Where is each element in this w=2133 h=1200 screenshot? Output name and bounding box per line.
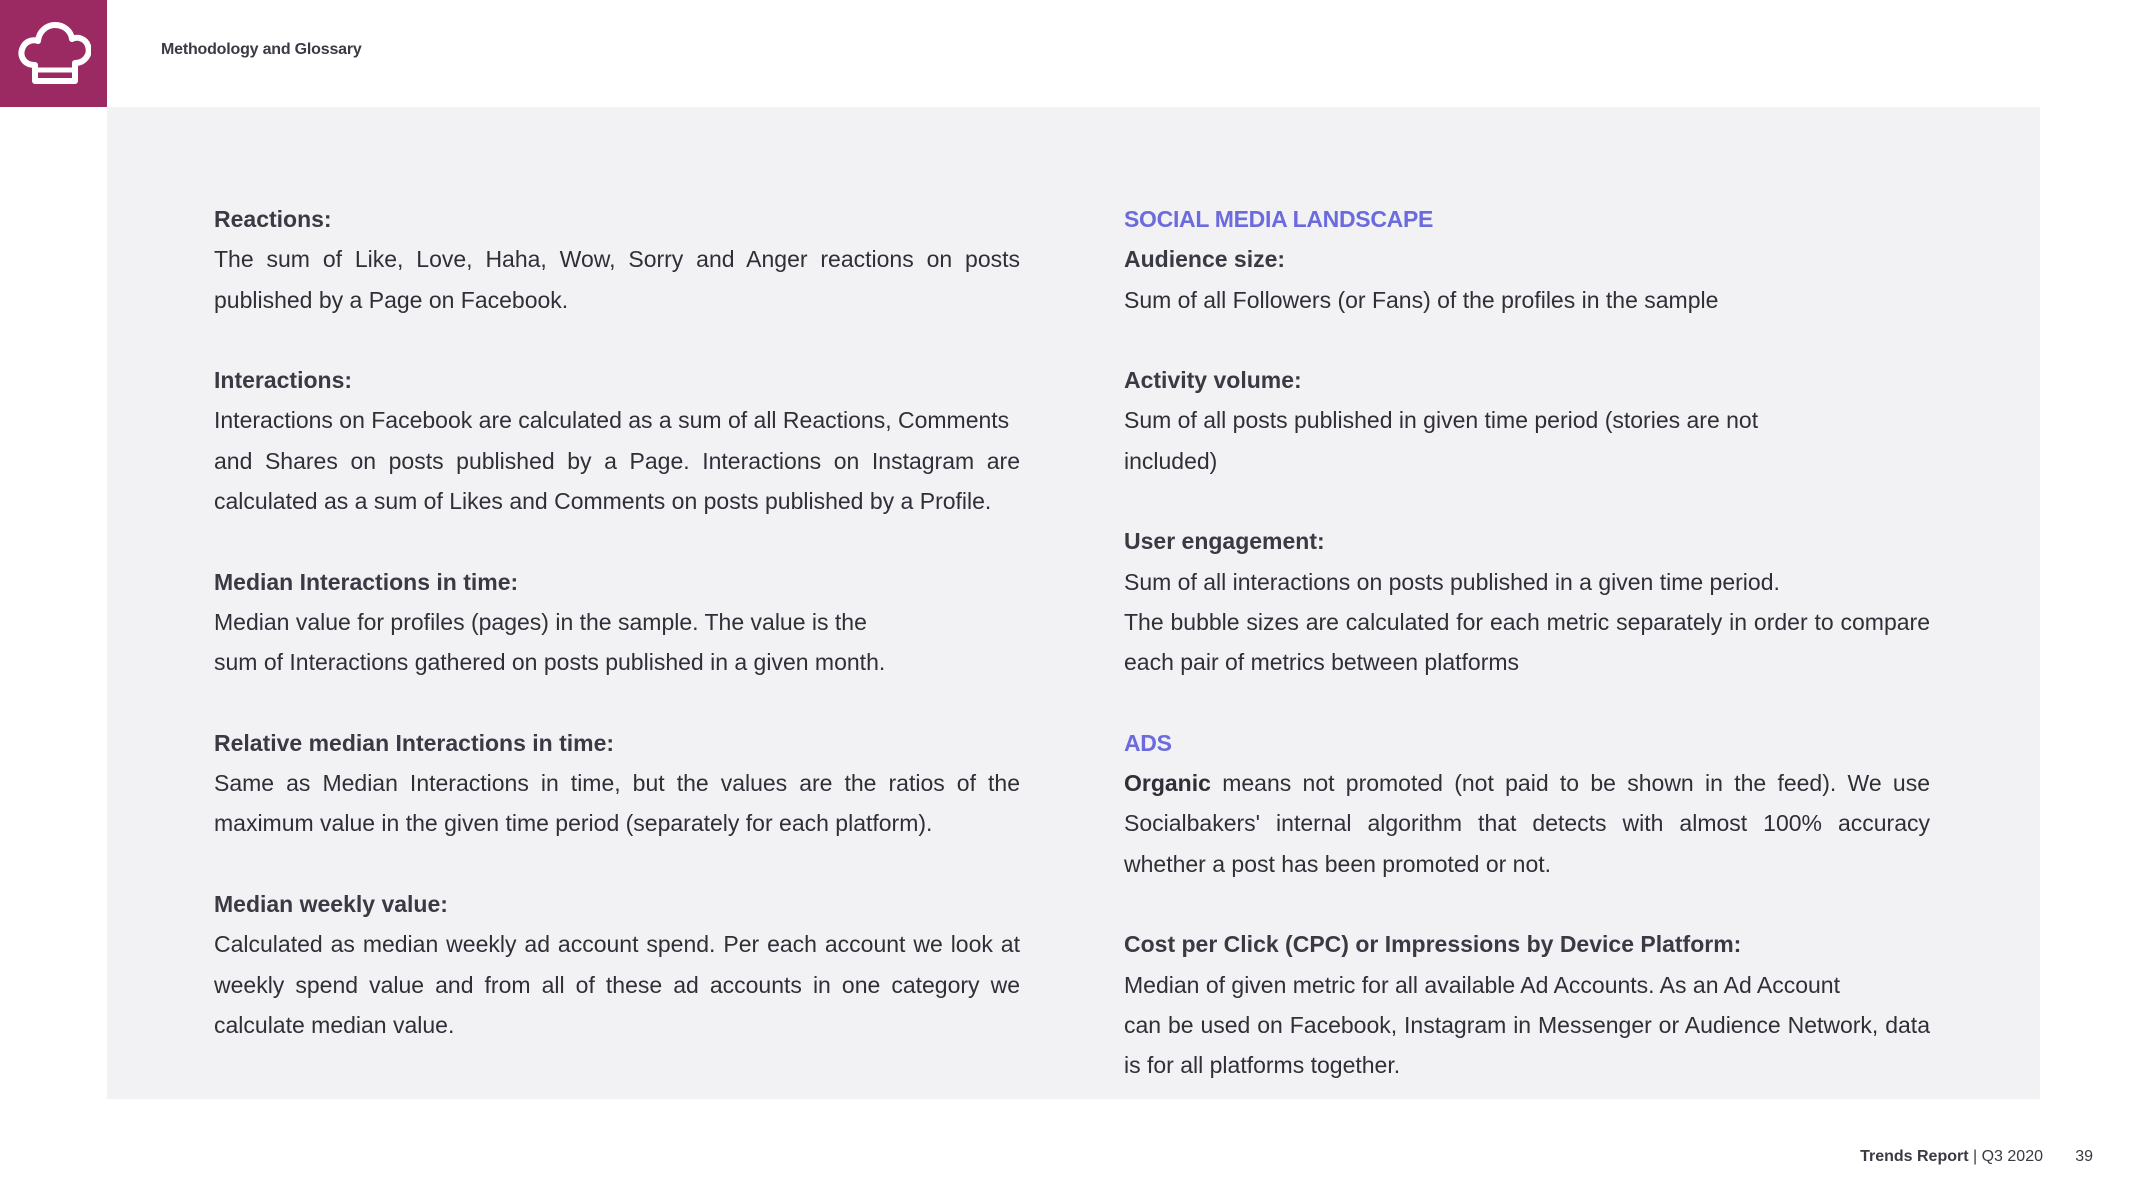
page-title: Methodology and Glossary	[161, 41, 362, 58]
report-period: | Q3 2020	[1968, 1148, 2043, 1165]
footer	[0, 1148, 2133, 1172]
left-column	[214, 199, 1020, 1045]
term-audience-size: Audience size:	[1124, 246, 1286, 273]
term-organic: Organic	[1124, 770, 1211, 797]
report-label	[1860, 1148, 2043, 1166]
definition-activity-line1: Sum of all posts published in given time period (stories are not	[1124, 407, 1759, 434]
definition-audience-size: Sum of all Followers (or Fans) of the profiles in the sample	[1124, 286, 1719, 313]
term-cpc: Cost per Click (CPC) or Impressions by Device Platform:	[1124, 931, 1742, 958]
definition-organic-text: means not promoted (not paid to be shown in the feed). We use Socialbakers' internal algorithm that detects with almost 100% accuracy whether a post has been promoted or not.	[1124, 770, 1930, 877]
definition-cpc-line1: Median of given metric for all available Ad Accounts. As an Ad Account	[1124, 971, 1840, 998]
term-activity-volume: Activity volume:	[1124, 367, 1302, 394]
definition-engagement-line2: The bubble sizes are calculated for each metric separately in order to compare each pair of metrics between platforms	[1124, 608, 1930, 676]
term-user-engagement: User engagement:	[1124, 528, 1325, 555]
glossary-panel	[107, 107, 2040, 1099]
definition-engagement-line1: Sum of all interactions on posts published in a given time period.	[1124, 568, 1780, 595]
term-reactions: Reactions:	[214, 206, 332, 232]
brand-logo	[0, 0, 107, 107]
definition-reactions: The sum of Like, Love, Haha, Wow, Sorry and Anger reactions on posts published by a Page on Facebook.	[214, 246, 1020, 313]
report-name: Trends Report	[1860, 1148, 1969, 1165]
page-number: 39	[2075, 1148, 2093, 1165]
definition-median-weekly: Calculated as median weekly ad account spend. Per each account we look at weekly spend value and from all of these ad accounts in one category we calculate median value.	[214, 931, 1020, 1038]
heading-ads: ADS	[1124, 729, 1172, 756]
definition-median-interactions-line1: Median value for profiles (pages) in the sample. The value is the	[214, 608, 867, 635]
term-median-weekly: Median weekly value:	[214, 891, 448, 918]
definition-relative-median: Same as Median Interactions in time, but the values are the ratios of the maximum value in the given time period (separately for each platform).	[214, 770, 1020, 837]
right-column	[1124, 199, 1930, 1086]
definition-median-interactions-line2: sum of Interactions gathered on posts published in a given month.	[214, 649, 886, 676]
heading-social-media-landscape: SOCIAL MEDIA LANDSCAPE	[1124, 206, 1434, 232]
term-median-interactions: Median Interactions in time:	[214, 568, 519, 595]
chef-hat-icon	[17, 21, 91, 87]
definition-organic	[1124, 763, 1930, 884]
term-interactions: Interactions:	[214, 367, 353, 394]
definition-activity-line2: included)	[1124, 447, 1218, 474]
definition-cpc-line2: can be used on Facebook, Instagram in Messenger or Audience Network, data is for all platforms together.	[1124, 1011, 1930, 1079]
definition-interactions-line2: and Shares on posts published by a Page. Interactions on Instagram are calculated as a sum of Likes and Comments on posts published by a Profile.	[214, 447, 1020, 515]
definition-interactions-line1: Interactions on Facebook are calculated as a sum of all Reactions, Comments	[214, 407, 1010, 434]
term-relative-median: Relative median Interactions in time:	[214, 729, 615, 756]
